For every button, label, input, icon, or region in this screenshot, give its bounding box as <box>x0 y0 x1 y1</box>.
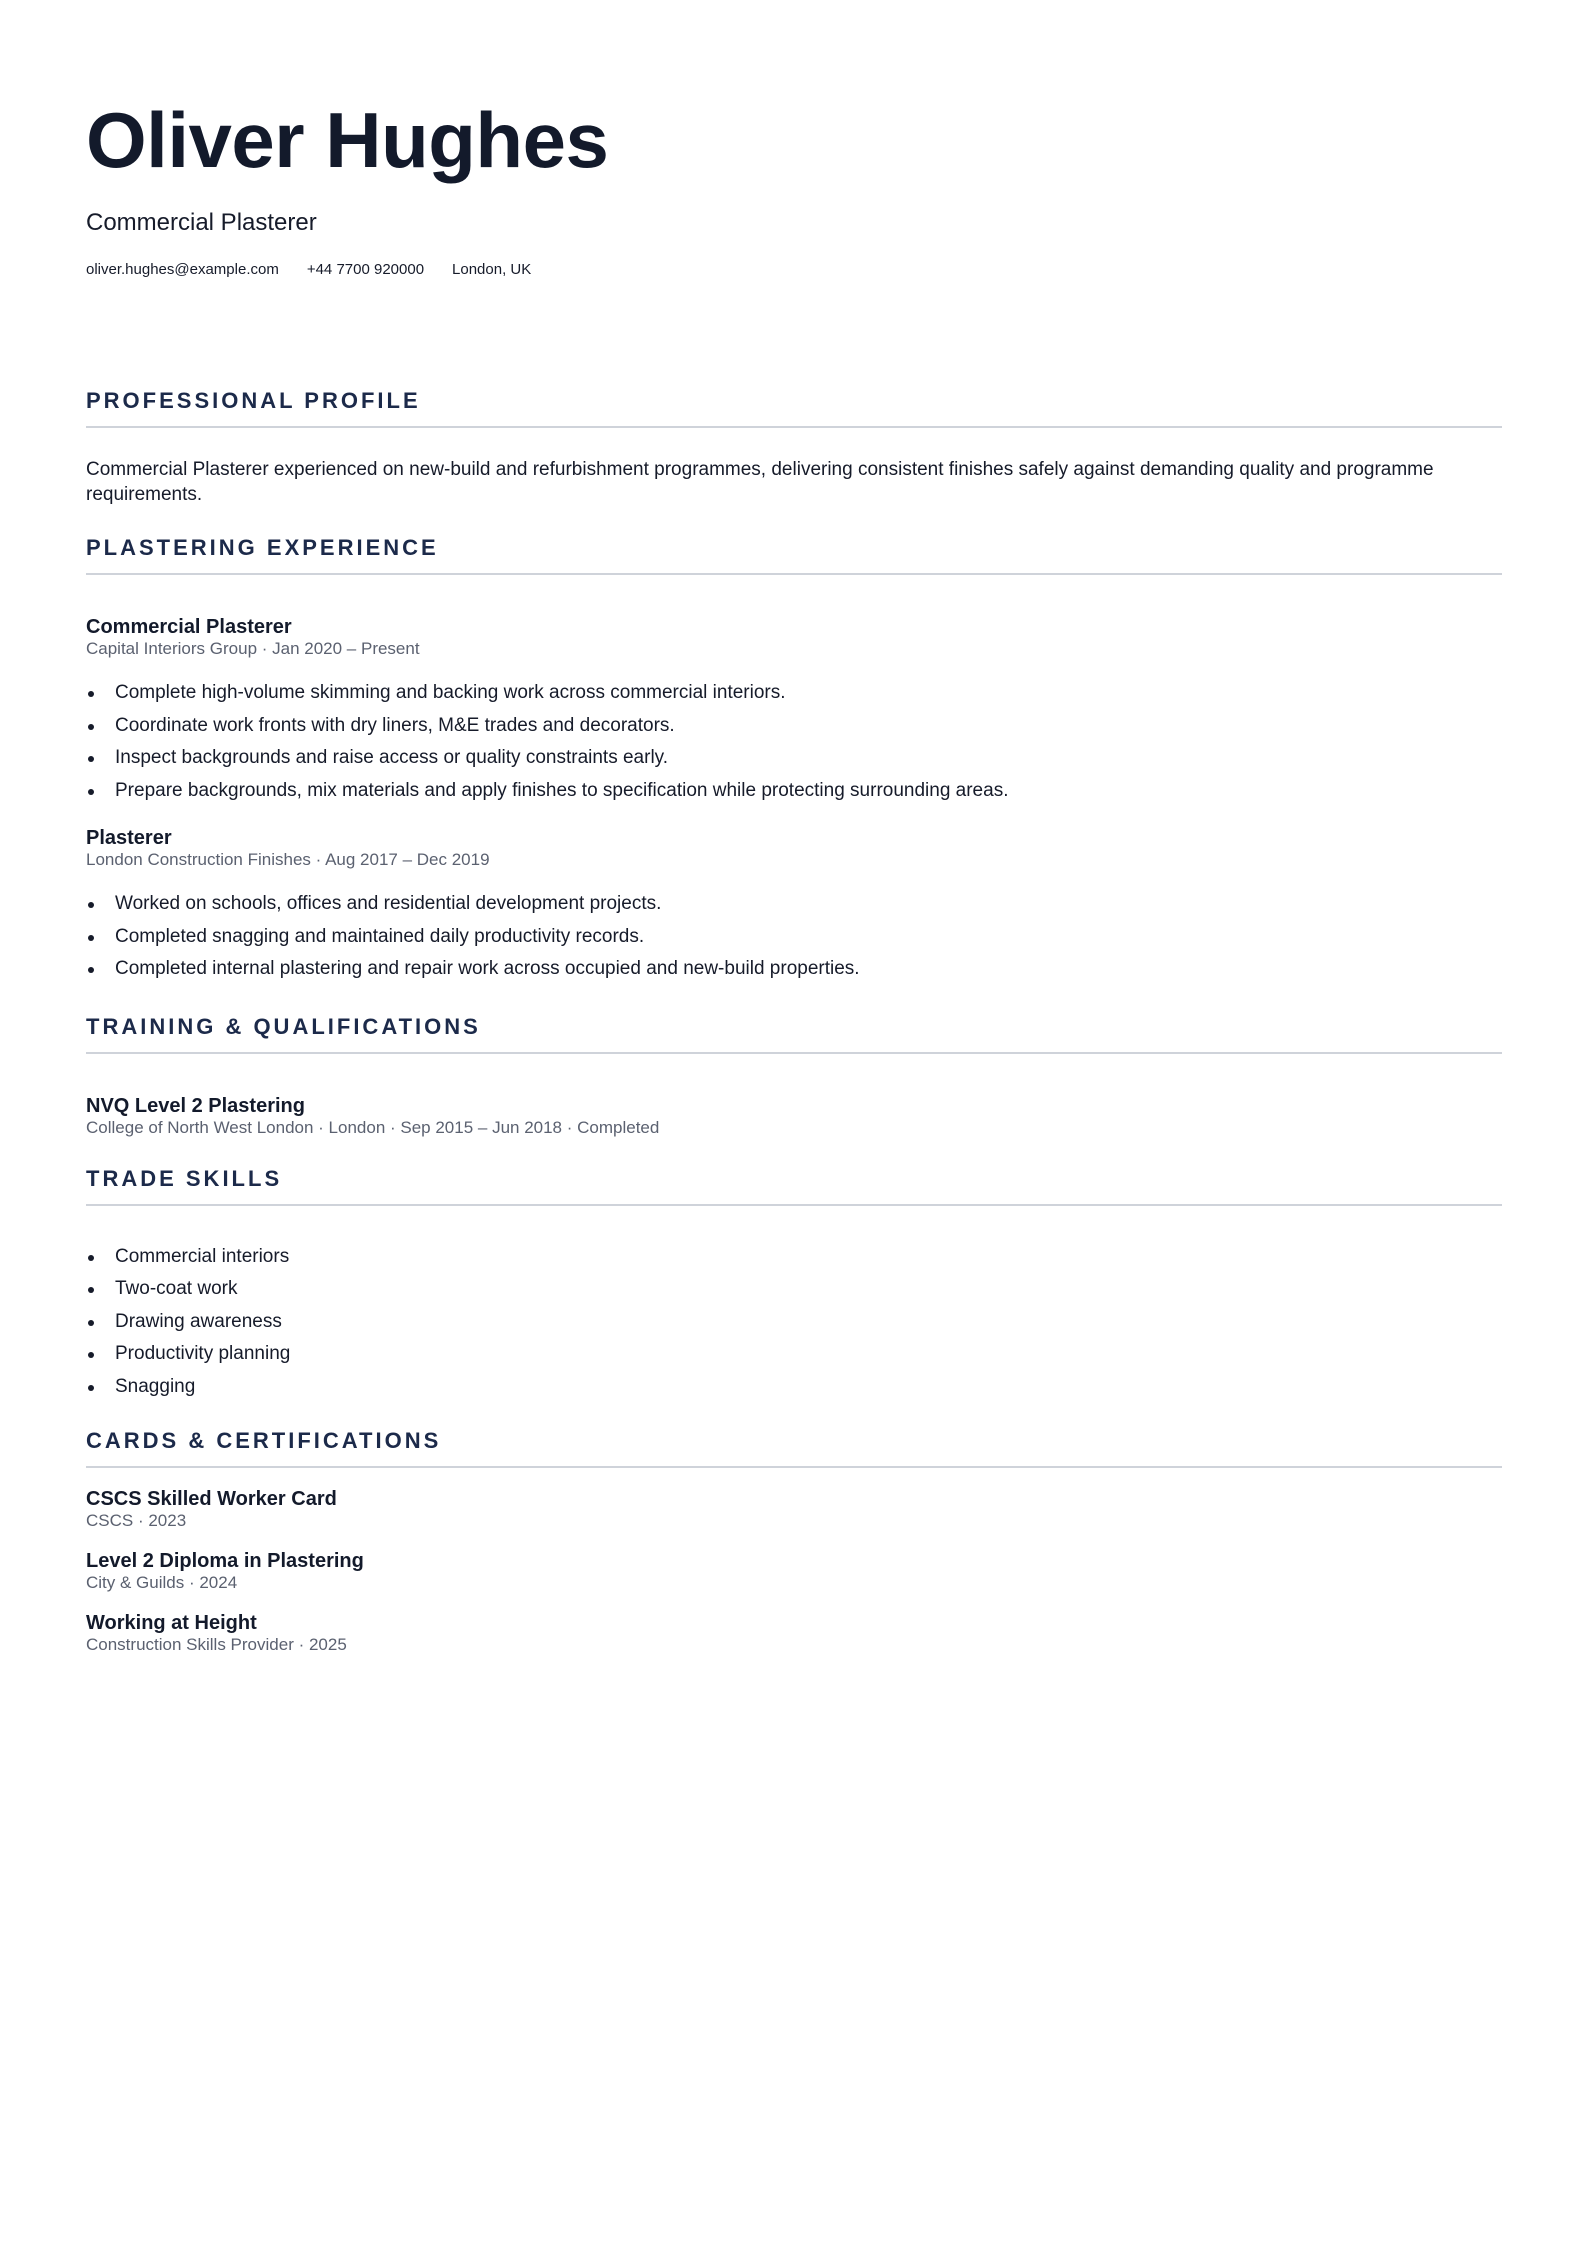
section-title-skills: TRADE SKILLS <box>86 1165 283 1191</box>
list-item: Coordinate work fronts with dry liners, M&E trades and decorators. <box>86 710 1502 743</box>
job-bullets <box>86 677 1502 807</box>
qualification-entry <box>86 1094 1502 1138</box>
skills-section <box>86 1165 1502 1404</box>
section-divider <box>86 1204 1502 1206</box>
certification-entry <box>86 1487 1502 1531</box>
skills-list <box>86 1241 1502 1404</box>
list-item: Snagging <box>86 1371 1502 1404</box>
job-bullets <box>86 888 1502 986</box>
certification-meta: Construction Skills Provider · 2025 <box>86 1635 347 1654</box>
section-divider <box>86 1466 1502 1468</box>
job-meta: Capital Interiors Group · Jan 2020 – Present <box>86 639 420 658</box>
list-item: Prepare backgrounds, mix materials and apply finishes to specification while protecting surrounding areas. <box>86 775 1502 808</box>
job-entry <box>86 615 1502 807</box>
list-item: Complete high-volume skimming and backing work across commercial interiors. <box>86 677 1502 710</box>
contact-phone: +44 7700 920000 <box>306 261 425 278</box>
list-item: Inspect backgrounds and raise access or quality constraints early. <box>86 742 1502 775</box>
qualification-meta: College of North West London · London · Sep 2015 – Jun 2018 · Completed <box>86 1117 660 1137</box>
list-item: Two-coat work <box>86 1273 1502 1306</box>
certification-meta: City & Guilds · 2024 <box>86 1573 238 1592</box>
section-divider <box>86 573 1502 575</box>
certification-title: Working at Height <box>86 1612 257 1634</box>
experience-section <box>86 534 1502 986</box>
list-item: Drawing awareness <box>86 1306 1502 1339</box>
candidate-role: Commercial Plasterer <box>86 209 317 236</box>
resume-header <box>86 96 1502 280</box>
section-divider <box>86 1052 1502 1054</box>
job-title: Commercial Plasterer <box>86 616 292 638</box>
training-section <box>86 1013 1502 1138</box>
contact-email: oliver.hughes@example.com <box>86 261 279 278</box>
list-item: Productivity planning <box>86 1338 1502 1371</box>
section-title-certifications: CARDS & CERTIFICATIONS <box>86 1428 442 1453</box>
certifications-section <box>86 1427 1502 1655</box>
section-title-training: TRAINING & QUALIFICATIONS <box>86 1013 481 1039</box>
contact-location: London, UK <box>452 261 532 278</box>
list-item: Commercial interiors <box>86 1241 1502 1274</box>
certification-entry <box>86 1611 1502 1655</box>
contact-line <box>86 260 1502 280</box>
job-title: Plasterer <box>86 827 172 849</box>
job-meta: London Construction Finishes · Aug 2017 – Dec 2019 <box>86 850 490 869</box>
section-title-profile: PROFESSIONAL PROFILE <box>86 388 421 413</box>
section-divider <box>86 426 1502 428</box>
list-item: Worked on schools, offices and residential development projects. <box>86 888 1502 921</box>
list-item: Completed internal plastering and repair work across occupied and new-build properties. <box>86 953 1502 986</box>
list-item: Completed snagging and maintained daily productivity records. <box>86 921 1502 954</box>
certification-entry <box>86 1549 1502 1593</box>
job-entry <box>86 826 1502 986</box>
certification-title: Level 2 Diploma in Plastering <box>86 1550 364 1572</box>
certification-title: CSCS Skilled Worker Card <box>86 1488 337 1510</box>
qualification-title: NVQ Level 2 Plastering <box>86 1094 305 1117</box>
profile-section <box>86 387 1502 507</box>
section-title-experience: PLASTERING EXPERIENCE <box>86 535 439 560</box>
profile-text: Commercial Plasterer experienced on new-build and refurbishment programmes, delivering consistent finishes safely against demanding quality and programme requirements. <box>86 459 1434 505</box>
candidate-name: Oliver Hughes <box>86 96 609 184</box>
certification-meta: CSCS · 2023 <box>86 1511 187 1530</box>
